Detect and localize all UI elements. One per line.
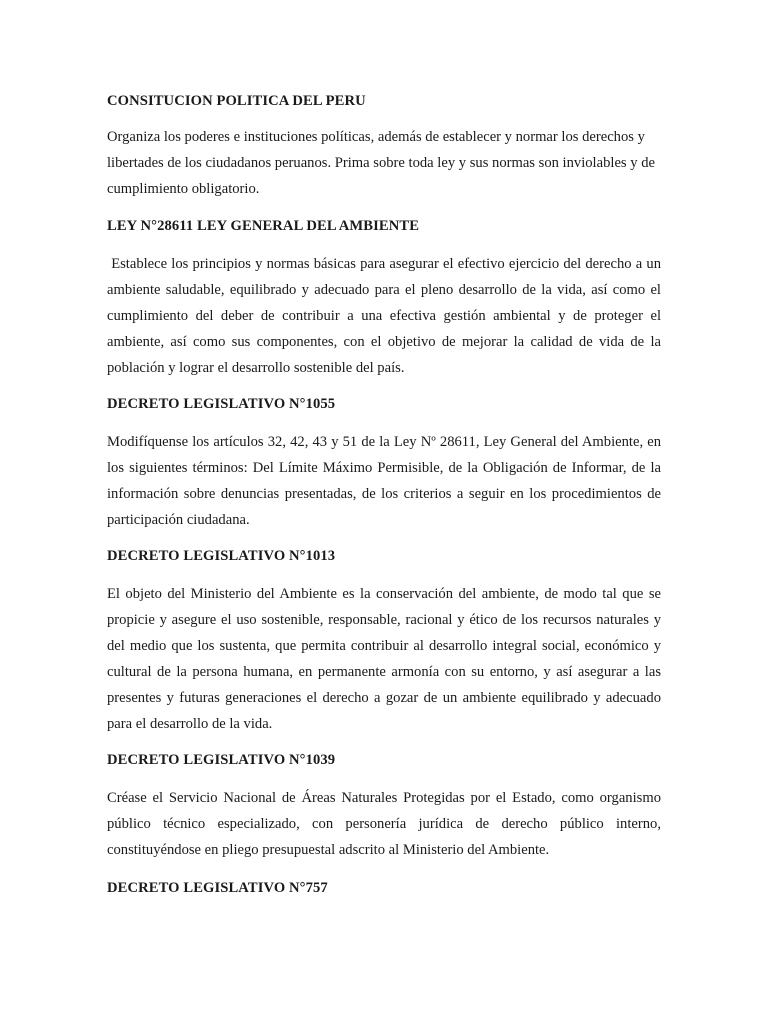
heading-dl-757: DECRETO LEGISLATIVO N°757 xyxy=(107,880,328,896)
heading-dl-1039: DECRETO LEGISLATIVO N°1039 xyxy=(107,752,336,768)
heading-constitucion: CONSITUCION POLITICA DEL PERU xyxy=(107,93,366,109)
paragraph-dl-1055: Modifíquense los artículos 32, 42, 43 y 51 de la Ley Nº 28611, Ley General del Ambiente, en los siguientes términos: Del Límite Máximo Permisible, de la Obligación de Informar, de la información sobre denuncias presentadas, de los criterios a seguir en los procedimientos de participación ciudadana. xyxy=(107,434,661,528)
paragraph-constitucion: Organiza los poderes e instituciones políticas, además de establecer y normar los derechos y libertades de los ciudadanos peruanos. Prima sobre toda ley y sus normas son inviolables y de cumplimiento obligatorio. xyxy=(107,129,655,197)
heading-dl-1013: DECRETO LEGISLATIVO N°1013 xyxy=(107,548,336,564)
paragraph-dl-1013: El objeto del Ministerio del Ambiente es la conservación del ambiente, de modo tal que se propicie y asegure el uso sostenible, responsable, racional y ético de los recursos naturales y del medio que los sustenta, que permita contribuir al desarrollo integral social, económico y cultural de la persona humana, en permanente armonía con su entorno, y así asegurar a las presentes y futuras generaciones el derecho a gozar de un ambiente equilibrado y adecuado para el desarrollo de la vida. xyxy=(107,586,661,732)
heading-ley-28611: LEY N°28611 LEY GENERAL DEL AMBIENTE xyxy=(107,218,420,234)
document-body xyxy=(107,88,665,911)
paragraph-dl-1039: Créase el Servicio Nacional de Áreas Naturales Protegidas por el Estado, como organismo público técnico especializado, con personería jurídica de derecho público interno, constituyéndose en pliego presupuestal adscrito al Ministerio del Ambiente. xyxy=(107,790,661,858)
heading-dl-1055: DECRETO LEGISLATIVO N°1055 xyxy=(107,396,336,412)
paragraph-ley-28611: Establece los principios y normas básicas para asegurar el efectivo ejercicio del derecho a un ambiente saludable, equilibrado y adecuado para el pleno desarrollo de la vida, así como el cumplimiento del deber de contribuir a una efectiva gestión ambiental y de proteger el ambiente, así como sus componentes, con el objetivo de mejorar la calidad de vida de la población y lograr el desarrollo sostenible del país. xyxy=(107,256,665,376)
